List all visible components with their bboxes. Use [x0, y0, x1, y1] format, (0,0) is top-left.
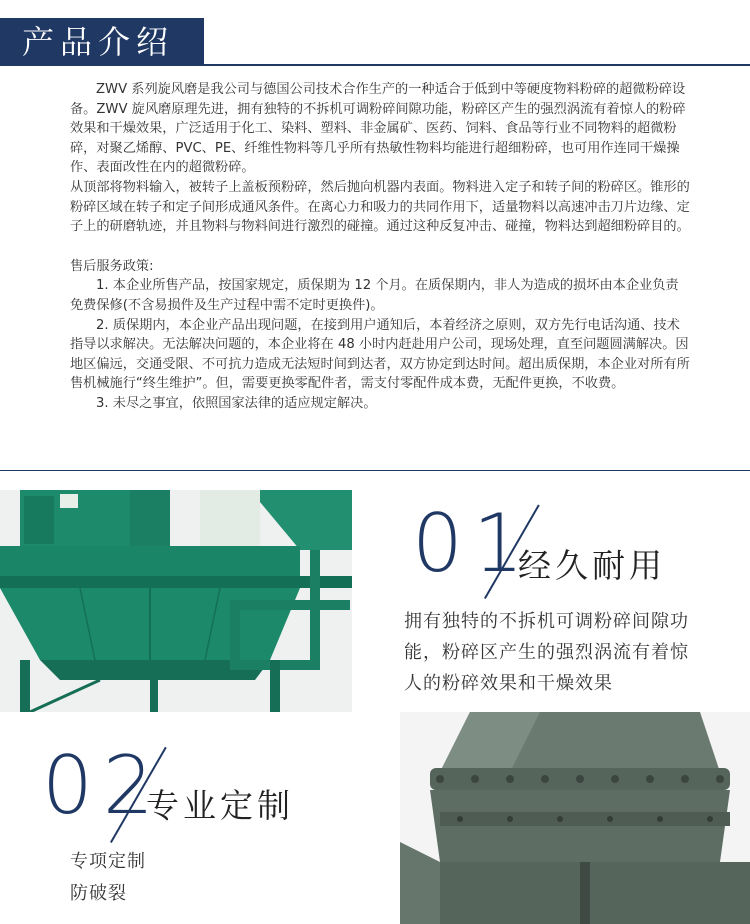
feature-desc-01-line-3: 人的粉碎效果和干燥效果	[404, 673, 613, 694]
feature-desc-02-line-1: 专项定制	[70, 851, 146, 872]
section-title-tab	[0, 18, 204, 66]
intro-paragraph-1: ZWV 系列旋风磨是我公司与德国公司技术合作生产的一种适合于低到中等硬度物料粉碎的超微粉碎设备。ZWV 旋风磨原理先进，拥有独特的不拆机可调粉碎间隙功能，粉碎区产生的强烈涡流有着惊人的粉碎效果和干燥效果，广泛适用于化工、染料、塑料、非金属矿、医药、饲料、食品等行业不同物料的超微粉碎，对聚乙烯醇、PVC、PE、纤维性物料等几乎所有热敏性物料均能进行超细粉碎，也可用作连同干燥操作、表面改性在内的超微粉碎。	[70, 82, 686, 176]
feature-desc-02	[70, 846, 146, 910]
section-title: 产品介绍	[22, 23, 175, 61]
header-underline	[0, 64, 750, 66]
feature-desc-01	[404, 606, 689, 699]
after-sales-title: 售后服务政策:	[70, 258, 154, 274]
machine-photo-collector	[0, 490, 352, 712]
feature-desc-01-line-2: 能，粉碎区产生的强烈涡流有着惊	[404, 642, 689, 663]
feature-title-01: 经久耐用	[518, 546, 666, 585]
policy-item-2: 2. 质保期内，本企业产品出现问题，在接到用户通知后，本着经济之原则，双方先行电话沟通、技术指导以求解决。无法解决问题的，本企业将在 48 小时内赶赴用户公司，现场处理，直至问题圆满解决。因地区偏远，交通受限、不可抗力造成无法短时间到达者，双方协定到达时间。超出质保期，本企业对所有所售机械施行“终生维护”。但，需要更换零配件者，需支付零配件成本费，无配件更换，不收费。	[70, 317, 690, 392]
policy-item-1: 1. 本企业所售产品，按国家规定，质保期为 12 个月。在质保期内，非人为造成的损坏由本企业负责免费保修(不含易损件及生产过程中需不定时更换件)。	[70, 278, 679, 313]
policy-item-3: 3. 未尽之事宜，依照国家法律的适应规定解决。	[96, 395, 377, 411]
feature-desc-02-line-2: 防破裂	[70, 883, 127, 904]
machine-photo-mill	[400, 712, 750, 924]
section-divider	[0, 470, 750, 471]
feature-number-02: 02	[42, 739, 164, 832]
intro-text	[70, 80, 690, 414]
feature-title-02: 专业定制	[146, 786, 294, 825]
intro-paragraph-2: 从顶部将物料输入，被转子上盖板预粉碎，然后抛向机器内表面。物料进入定子和转子间的粉碎区。锥形的粉碎区域在转子和定子间形成通风条件。在离心力和吸力的共同作用下，适量物料以高速冲击刀片边缘、定子上的研磨轨迹，并且物料与物料间进行激烈的碰撞。通过这种反复冲击、碰撞，物料达到超细粉碎目的。	[70, 179, 690, 235]
feature-desc-01-line-1: 拥有独特的不拆机可调粉碎间隙功	[404, 611, 689, 632]
feature-number-01: 01	[412, 497, 534, 590]
